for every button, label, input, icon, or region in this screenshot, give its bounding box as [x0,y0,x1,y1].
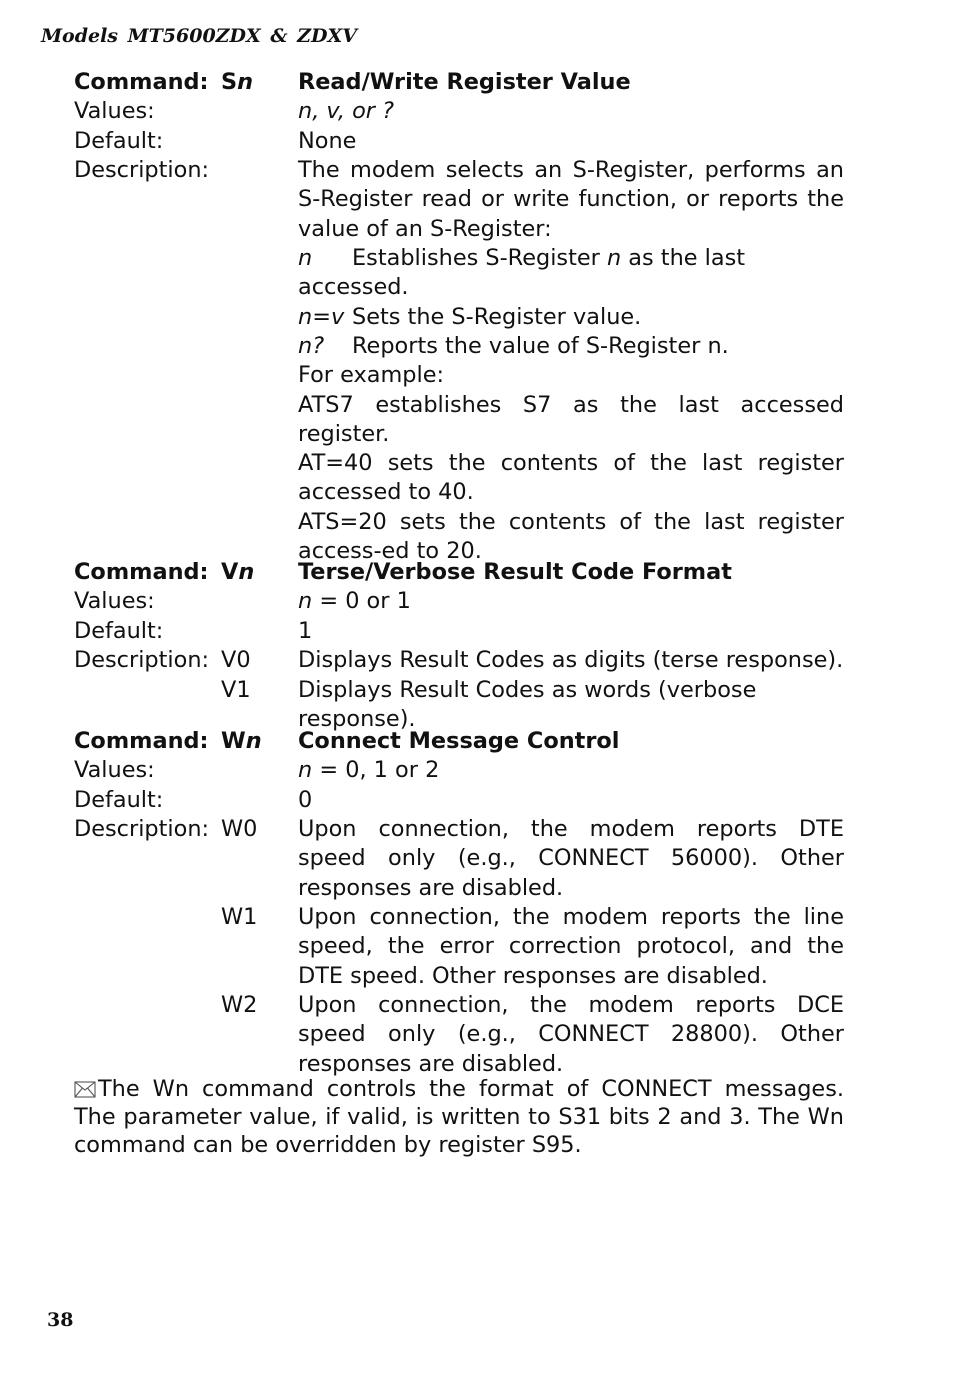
values-label: Values: [74,98,155,125]
values-value: n = 0 or 1 [298,588,411,615]
description-label: Description: [74,816,210,843]
command-label: Command: [74,69,209,95]
command-title: Connect Message Control [298,728,620,754]
command-code: Wn [221,728,262,754]
values-label: Values: [74,757,155,784]
s-values-row [74,97,844,126]
note-text: The Wn command controls the format of CONNECT messages. The parameter value, if valid, is written to S31 bits 2 and 3. The Wn command can be overridden by register S95. [74,1076,844,1159]
param-n-equals-v: n=v Sets the S-Register value. [298,303,642,330]
w2-option-row [74,991,844,1079]
default-value: 0 [298,786,313,813]
default-label: Default: [74,786,164,813]
param-n: n Establishes S-Register n as the last [298,245,746,272]
note-paragraph [74,1075,844,1160]
option-text: Displays Result Codes as words (verbose response). [298,676,757,732]
s-command-row [74,68,844,97]
command-code: Vn [221,559,255,585]
example-intro: For example: [298,362,445,389]
v0-option-row [74,646,844,675]
option-code: W2 [221,991,258,1018]
s-default-row [74,127,844,156]
command-title: Read/Write Register Value [298,69,631,95]
default-label: Default: [74,617,164,644]
param-n-query: n? Reports the value of S-Register n. [298,332,729,359]
option-text: Upon connection, the modem reports DCE speed only (e.g., CONNECT 28800). Other responses are disabled. [298,991,844,1077]
page-number: 38 [47,1309,74,1331]
option-code: W0 [221,816,258,843]
v-command-block [74,558,844,732]
default-value: 1 [298,617,313,644]
command-title: Terse/Verbose Result Code Format [298,559,732,585]
command-label: Command: [74,559,209,585]
example-1: ATS7 establishes S7 as the last accessed register. [298,391,844,447]
values-value: n = 0, 1 or 2 [298,757,440,784]
example-3: ATS=20 sets the contents of the last register access-ed to 20. [298,508,844,565]
default-label: Default: [74,127,164,154]
values-label: Values: [74,588,155,615]
s-command-block [74,68,844,566]
w-command-row [74,727,844,756]
w1-option-row [74,903,844,991]
v-command-row [74,558,844,587]
option-text: Upon connection, the modem reports DTE speed only (e.g., CONNECT 56000). Other responses are disabled. [298,816,844,901]
description-label: Description: [74,647,210,674]
description-label: Description: [74,157,210,184]
values-value: n, v, or ? [298,98,394,125]
option-code: V0 [221,647,251,674]
w-default-row [74,786,844,815]
option-text: Upon connection, the modem reports the line speed, the error correction protocol, and the DTE speed. Other responses are disabled. [298,904,844,989]
example-2: AT=40 sets the contents of the last register accessed to 40. [298,450,844,506]
description-text: The modem selects an S-Register, performs an S-Register read or write function, or reports the value of an S-Register: [298,157,844,242]
w-command-block [74,727,844,1079]
option-text: Displays Result Codes as digits (terse response). [298,647,844,674]
v-values-row [74,587,844,616]
s-description-row [74,156,844,566]
v1-option-row [74,676,844,732]
v-default-row [74,617,844,646]
command-code: Sn [221,69,254,95]
w-values-row [74,756,844,785]
description-body [298,156,844,566]
default-value: None [298,127,357,154]
param-n-continuation: accessed. [298,274,409,301]
option-code: V1 [221,676,251,703]
w0-option-row [74,815,844,903]
option-code: W1 [221,904,258,931]
envelope-icon [74,1077,98,1095]
command-label: Command: [74,728,209,754]
page-header: Models MT5600ZDX & ZDXV [41,25,357,47]
